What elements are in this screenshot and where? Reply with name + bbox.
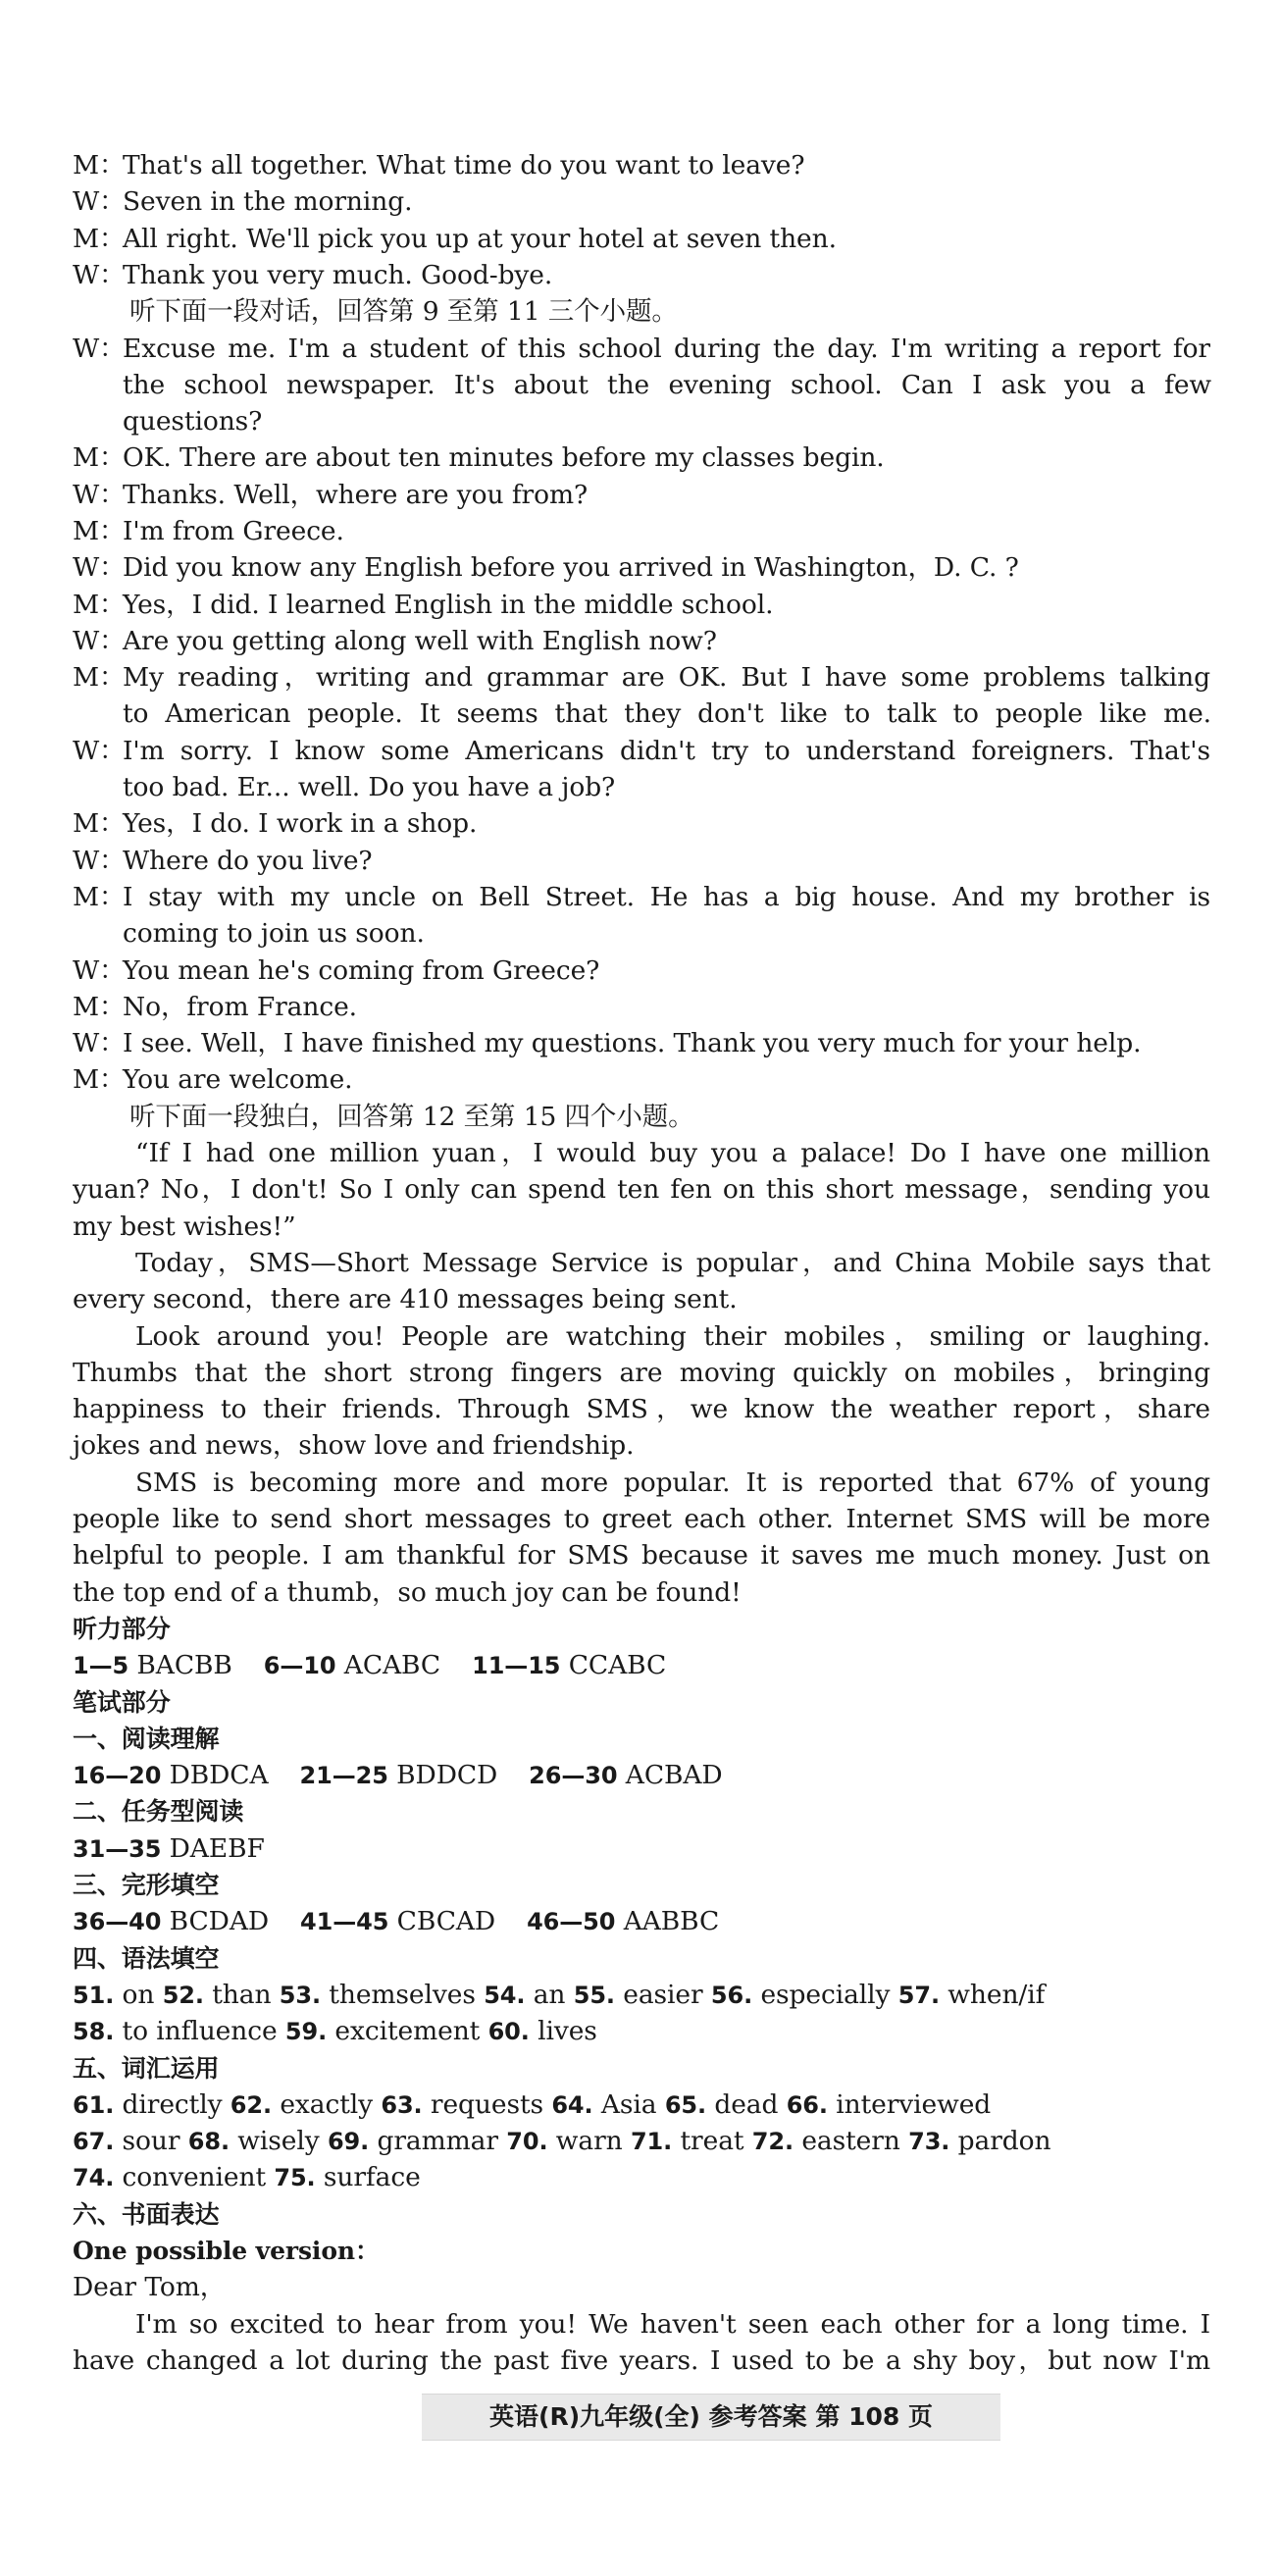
monologue-line: Thumbs that the short strong fingers are moving quickly on mobiles，bringing: [73, 1358, 1210, 1388]
dialogue-text: That's all together. What time do you want to leave?: [123, 150, 805, 180]
answer-gap: [900, 2126, 908, 2156]
dialogue-line: [73, 183, 1210, 221]
question-number: 75.: [274, 2164, 316, 2191]
speaker-label: W：: [73, 736, 126, 766]
answer-gap: [890, 1980, 897, 2010]
answer-word: excitement: [327, 2016, 481, 2046]
monologue-line: Look around you! People are watching their mobiles，smiling or laughing.: [135, 1321, 1210, 1352]
question-number: 68.: [187, 2128, 230, 2155]
speaker-label: M：: [73, 992, 126, 1022]
answer-gap: [179, 2126, 187, 2156]
answer-word: on: [114, 1980, 155, 2010]
dialogue-text: I stay with my uncle on Bell Street. He has a big house. And my brother is: [123, 882, 1210, 912]
answer-word: convenient: [114, 2162, 267, 2192]
dialogue-text: I'm sorry. I know some Americans didn't try to understand foreigners. That's: [123, 736, 1210, 766]
section-title-text: 二、任务型阅读: [73, 1797, 244, 1826]
answer-word: eastern: [794, 2126, 900, 2156]
page-footer: 英语(R)九年级(全) 参考答案 第 108 页: [422, 2394, 1000, 2441]
answer-gap: [278, 2016, 285, 2046]
dialogue-text: You mean he's coming from Greece?: [123, 955, 600, 986]
section-title-text: 五、词汇运用: [73, 2054, 220, 2083]
answer-row: [73, 2087, 1210, 2124]
answer-row: [73, 1830, 1210, 1868]
dialogue-line: [73, 733, 1210, 770]
version-label-text: One possible version：: [73, 2237, 380, 2265]
dialogue-line: [73, 439, 1210, 477]
dialogue-text: No，from France.: [123, 992, 357, 1022]
answer-letters: CCABC: [560, 1650, 667, 1680]
speaker-label: W：: [73, 1028, 126, 1058]
answer-word: to influence: [114, 2016, 278, 2046]
question-number: 70.: [506, 2128, 548, 2155]
monologue-line: every second，there are 410 messages being sent.: [73, 1284, 738, 1314]
question-number: 67.: [73, 2128, 115, 2155]
section-title: [73, 1611, 1210, 1648]
monologue-line: Today，SMS—Short Message Service is popular，and China Mobile says that: [135, 1248, 1210, 1278]
question-number: 71.: [630, 2128, 673, 2155]
dialogue-line: [73, 549, 1210, 587]
question-range: 6—10: [263, 1652, 336, 1679]
question-range: 31—35: [73, 1835, 162, 1863]
dialogue-text: My reading，writing and grammar are OK. But I have some problems talking: [123, 662, 1210, 693]
answer-letters: CBCAD: [388, 1906, 496, 1936]
section-title-text: 笔试部分: [73, 1688, 171, 1717]
question-number: 64.: [551, 2091, 593, 2119]
dialogue-text: You are welcome.: [123, 1064, 353, 1095]
answer-letters: ACABC: [335, 1650, 441, 1680]
dialogue-text: Seven in the morning.: [123, 186, 413, 217]
answer-letters: DBDCA: [161, 1760, 269, 1790]
speaker-label: M：: [73, 808, 126, 839]
speaker-label: W：: [73, 846, 126, 876]
answer-gap: [320, 2126, 328, 2156]
dialogue-continuation: questions?: [123, 406, 263, 437]
instruction-text: 听下面一段对话，回答第 9 至第 11 三个小题。: [129, 296, 678, 327]
section-title-text: 一、阅读理解: [73, 1725, 220, 1753]
dialogue-text: OK. There are about ten minutes before my classes begin.: [123, 442, 885, 473]
dialogue-text: Excuse me. I'm a student of this school during the day. I'm writing a report for: [123, 334, 1210, 364]
answer-row: [73, 1757, 1210, 1794]
essay-greeting: Dear Tom，: [73, 2272, 227, 2302]
speaker-label: W：: [73, 480, 126, 510]
dialogue-text: Where do you live?: [123, 846, 373, 876]
speaker-label: W：: [73, 626, 126, 656]
monologue-line: the top end of a thumb，so much joy can be found!: [73, 1577, 742, 1608]
speaker-label: W：: [73, 186, 126, 217]
dialogue-continuation: too bad. Er... well. Do you have a job?: [123, 772, 616, 802]
monologue-line: happiness to their friends. Through SMS，we know the weather report，share: [73, 1394, 1210, 1424]
section-title: [73, 1940, 1210, 1978]
dialogue-text: Are you getting along well with English now?: [123, 626, 717, 656]
section-title-text: 听力部分: [73, 1615, 171, 1643]
speaker-label: M：: [73, 516, 126, 546]
section-title: [73, 1793, 1210, 1830]
dialogue-line: [73, 953, 1210, 990]
answer-word: requests: [422, 2089, 543, 2120]
answer-word: an: [525, 1980, 566, 2010]
answer-gap: [480, 2016, 487, 2046]
dialogue-text: I see. Well，I have finished my questions. Thank you very much for your help.: [123, 1028, 1142, 1058]
question-number: 60.: [487, 2018, 530, 2045]
answer-letters: BDDCD: [387, 1760, 498, 1790]
dialogue-continuation: the school newspaper. It's about the evening school. Can I ask you a few: [123, 370, 1211, 400]
answer-word: treat: [672, 2126, 744, 2156]
question-number: 72.: [751, 2128, 794, 2155]
section-title: [73, 2196, 1210, 2234]
dialogue-text: Did you know any English before you arrived in Washington，D. C. ?: [123, 552, 1019, 583]
dialogue-text: Yes，I did. I learned English in the middle school.: [123, 590, 774, 620]
dialogue-line: [73, 147, 1210, 184]
answer-gap: [222, 2089, 230, 2120]
dialogue-line: [73, 989, 1210, 1026]
answer-row: [73, 2159, 1210, 2196]
dialogue-line: [73, 805, 1210, 843]
essay-line: I'm so excited to hear from you! We haven't seen each other for a long time. I: [135, 2309, 1210, 2340]
question-range: 41—45: [300, 1908, 389, 1935]
essay-version-label: [73, 2233, 1210, 2270]
speaker-label: M：: [73, 224, 126, 254]
speaker-label: M：: [73, 590, 126, 620]
dialogue-line: [73, 257, 1210, 294]
dialogue-line: [73, 1025, 1210, 1062]
answer-gap: [743, 2126, 751, 2156]
answer-word: lives: [529, 2016, 597, 2046]
answer-word: themselves: [320, 1980, 476, 2010]
speaker-label: M：: [73, 882, 126, 912]
dialogue-continuation: coming to join us soon.: [123, 918, 425, 949]
answer-word: than: [203, 1980, 272, 2010]
dialogue-line: [73, 843, 1210, 880]
section-title: [73, 2050, 1210, 2087]
section-title: [73, 1721, 1210, 1758]
question-number: 65.: [664, 2091, 707, 2119]
answer-word: sour: [114, 2126, 180, 2156]
speaker-label: M：: [73, 442, 126, 473]
answer-word: directly: [114, 2089, 223, 2120]
dialogue-text: Yes，I do. I work in a shop.: [123, 808, 478, 839]
question-number: 53.: [279, 1982, 321, 2009]
dialogue-line: [73, 1061, 1210, 1099]
answer-word: grammar: [369, 2126, 498, 2156]
answer-word: Asia: [592, 2089, 657, 2120]
answer-word: dead: [706, 2089, 779, 2120]
question-number: 51.: [73, 1982, 115, 2009]
answer-letters: BCDAD: [161, 1906, 270, 1936]
dialogue-line: [73, 879, 1210, 916]
instruction-text: 听下面一段独白，回答第 12 至第 15 四个小题。: [129, 1102, 694, 1132]
question-range: 26—30: [529, 1762, 618, 1789]
answer-row: [73, 2013, 1210, 2050]
answer-word: wisely: [229, 2126, 320, 2156]
dialogue-text: I'm from Greece.: [123, 516, 344, 546]
speaker-label: W：: [73, 955, 126, 986]
answer-gap: [656, 2089, 664, 2120]
question-number: 61.: [73, 2091, 115, 2119]
monologue-line: “If I had one million yuan，I would buy you a palace! Do I have one million: [135, 1138, 1210, 1168]
section-title: [73, 1867, 1210, 1904]
answer-gap: [565, 1980, 573, 2010]
question-number: 54.: [484, 1982, 526, 2009]
question-number: 57.: [897, 1982, 940, 2009]
question-number: 73.: [908, 2128, 950, 2155]
monologue-line: helpful to people. I am thankful for SMS because it saves me much money. Just on: [73, 1540, 1210, 1571]
answer-word: exactly: [272, 2089, 374, 2120]
dialogue-text: Thanks. Well，where are you from?: [123, 480, 589, 510]
dialogue-text: Thank you very much. Good-bye.: [123, 260, 553, 290]
question-number: 52.: [162, 1982, 204, 2009]
answer-letters: ACBAD: [617, 1760, 723, 1790]
dialogue-line: [73, 513, 1210, 550]
monologue-line: my best wishes!”: [73, 1211, 296, 1242]
answer-row: [73, 1903, 1210, 1940]
monologue-line: jokes and news，show love and friendship.: [73, 1430, 635, 1461]
answer-gap: [271, 1980, 279, 2010]
answer-word: interviewed: [827, 2089, 992, 2120]
question-number: 63.: [381, 2091, 423, 2119]
question-number: 66.: [786, 2091, 828, 2119]
question-range: 11—15: [472, 1652, 561, 1679]
answer-word: surface: [315, 2162, 421, 2192]
question-number: 62.: [230, 2091, 273, 2119]
dialogue-line: [73, 331, 1210, 368]
question-number: 74.: [73, 2164, 115, 2191]
section-title-text: 六、书面表达: [73, 2200, 220, 2229]
monologue-line: people like to send short messages to greet each other. Internet SMS will be more: [73, 1504, 1210, 1534]
question-number: 58.: [73, 2018, 115, 2045]
dialogue-line: [73, 477, 1210, 514]
monologue-line: yuan? No，I don't! So I only can spend ten fen on this short message，sending you: [73, 1174, 1210, 1205]
answer-word: easier: [614, 1980, 703, 2010]
essay-line: have changed a lot during the past five years. I used to be a shy boy，but now I'm: [73, 2345, 1210, 2376]
answer-row: [73, 1647, 1210, 1684]
answer-row: [73, 2123, 1210, 2160]
speaker-label: M：: [73, 1064, 126, 1095]
answer-gap: [476, 1980, 484, 2010]
answer-word: pardon: [949, 2126, 1051, 2156]
speaker-label: W：: [73, 334, 126, 364]
speaker-label: M：: [73, 150, 126, 180]
answer-row: [73, 1977, 1210, 2014]
monologue-line: SMS is becoming more and more popular. It is reported that 67% of young: [135, 1468, 1210, 1498]
dialogue-text: All right. We'll pick you up at your hotel at seven then.: [123, 224, 837, 254]
answer-word: when/if: [939, 1980, 1046, 2010]
answer-letters: AABBC: [615, 1906, 720, 1936]
answer-gap: [623, 2126, 631, 2156]
section-title: [73, 1684, 1210, 1722]
dialogue-line: [73, 587, 1210, 624]
question-range: 16—20: [73, 1762, 162, 1789]
question-number: 59.: [284, 2018, 328, 2045]
question-number: 55.: [573, 1982, 615, 2009]
dialogue-continuation: to American people. It seems that they don't like to talk to people like me.: [123, 698, 1211, 729]
question-range: 36—40: [73, 1908, 162, 1935]
answer-letters: BACBB: [128, 1650, 232, 1680]
speaker-label: W：: [73, 260, 126, 290]
section-title-text: 三、完形填空: [73, 1871, 220, 1899]
answer-word: especially: [752, 1980, 891, 2010]
dialogue-line: [73, 659, 1210, 696]
answer-gap: [703, 1980, 711, 2010]
answer-gap: [154, 1980, 162, 2010]
answer-gap: [778, 2089, 786, 2120]
question-range: 1—5: [73, 1652, 129, 1679]
question-range: 46—50: [527, 1908, 616, 1935]
answer-word: warn: [547, 2126, 623, 2156]
speaker-label: W：: [73, 552, 126, 583]
answer-letters: DAEBF: [161, 1833, 265, 1864]
question-range: 21—25: [299, 1762, 388, 1789]
section-title-text: 四、语法填空: [73, 1944, 220, 1973]
question-number: 56.: [710, 1982, 753, 2009]
speaker-label: M：: [73, 662, 126, 693]
dialogue-line: [73, 221, 1210, 258]
dialogue-line: [73, 623, 1210, 660]
question-number: 69.: [327, 2128, 370, 2155]
